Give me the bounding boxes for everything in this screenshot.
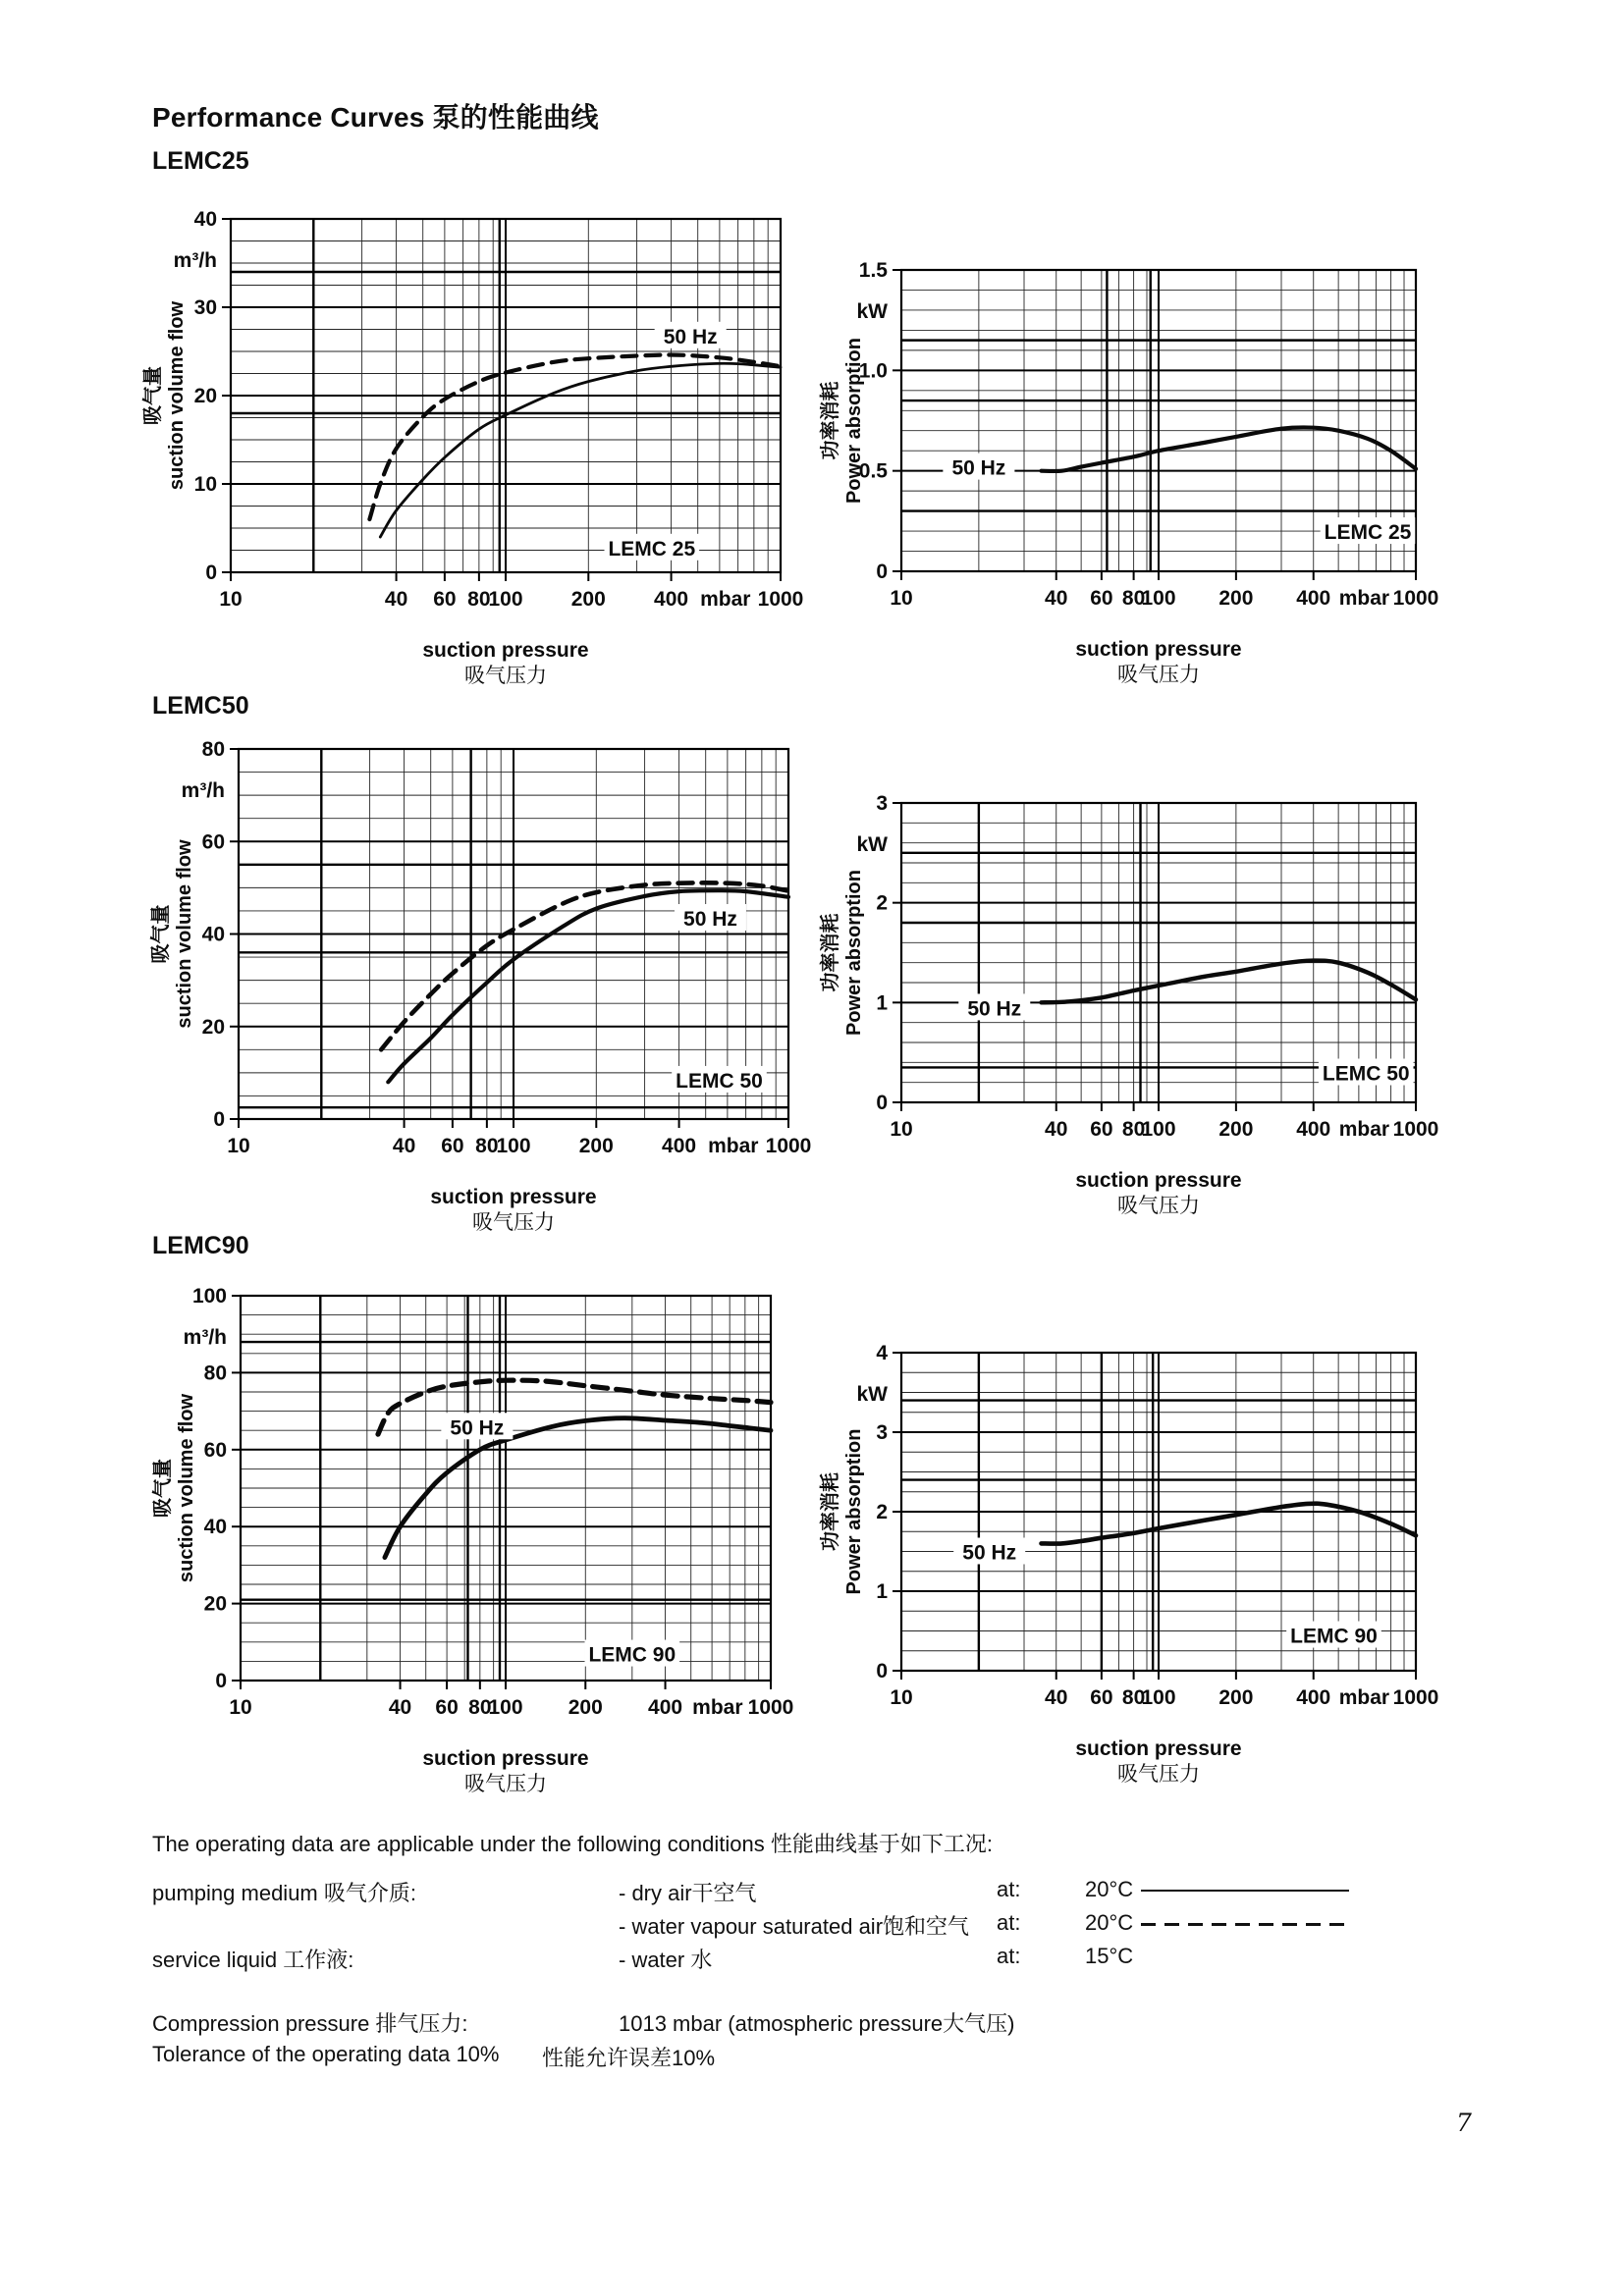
x-tick-label: 40 (384, 588, 408, 611)
x-tick-label: 1000 (747, 1696, 794, 1719)
y-tick-label: 1 (876, 991, 888, 1015)
x-tick-label: 80 (1121, 1686, 1146, 1709)
x-axis-title-zh: 吸气压力 (1117, 1763, 1200, 1786)
y-axis-title-en: suction volume flow (174, 839, 195, 1029)
x-axis-title-en: suction pressure (430, 1186, 597, 1208)
curve-frequency-label: 50 Hz (683, 908, 737, 932)
x-axis-title-zh: 吸气压力 (472, 1211, 555, 1234)
x-axis-title-zh: 吸气压力 (464, 665, 547, 687)
section-heading-lemc90: LEMC90 (152, 1232, 249, 1259)
condition-row-medium: - water 水 (619, 1948, 713, 1972)
x-tick-label: 60 (1090, 1118, 1113, 1141)
model-label: LEMC 90 (1290, 1625, 1378, 1648)
y-axis-title (140, 300, 188, 490)
y-axis-title-zh: 吸气量 (150, 904, 172, 964)
y-axis-unit: m³/h (173, 249, 217, 272)
x-tick-label: 100 (488, 588, 523, 611)
x-tick-label: 100 (1141, 1118, 1176, 1141)
tolerance-label-en: Tolerance of the operating data 10% (152, 2042, 500, 2066)
x-tick-label: 400 (1296, 587, 1331, 610)
lemc50-flow-chart (119, 722, 818, 1234)
curve-frequency-label: 50 Hz (967, 997, 1022, 1021)
x-axis-unit: mbar (700, 588, 751, 611)
condition-row-temp: 20°C (1085, 1877, 1134, 1901)
x-tick-label: 60 (1090, 587, 1113, 610)
condition-row-label: service liquid 工作液: (152, 1948, 354, 1972)
y-axis-unit: kW (856, 833, 888, 856)
model-label: LEMC 50 (676, 1069, 763, 1093)
lemc90-power-chart (782, 1326, 1445, 1786)
lemc25-flow-saturated-air-curve (369, 355, 781, 519)
x-tick-label: 1000 (1392, 1686, 1439, 1709)
x-axis-unit: mbar (1338, 587, 1390, 610)
y-axis-title-en: Power absorption (843, 1428, 865, 1595)
x-tick-label: 60 (1090, 1686, 1113, 1709)
y-tick-label: 2 (876, 1501, 888, 1523)
x-tick-label: 40 (1045, 1118, 1068, 1141)
y-tick-label: 0.5 (858, 459, 888, 483)
y-tick-label: 0 (876, 1092, 888, 1114)
x-axis-title-zh: 吸气压力 (464, 1773, 547, 1795)
lemc25-power-dry-air-curve (1042, 427, 1417, 471)
tolerance-label-zh: 性能允许误差10% (542, 2046, 716, 2070)
grid (232, 1296, 771, 1689)
lemc90-flow-chart (121, 1269, 800, 1795)
compression-pressure-value: 1013 mbar (atmospheric pressure大气压) (619, 2011, 1015, 2036)
y-tick-label: 80 (203, 1362, 227, 1385)
y-tick-label: 20 (201, 1015, 225, 1039)
saturated-air-curve-swatch (1141, 1923, 1349, 1926)
y-tick-label: 40 (201, 923, 225, 946)
conditions-heading: The operating data are applicable under the following conditions 性能曲线基于如下工况: (152, 1832, 993, 1856)
page-title: Performance Curves 泵的性能曲线 (152, 102, 599, 133)
y-tick-label: 0 (876, 1660, 888, 1682)
x-tick-label: 1000 (757, 588, 804, 611)
condition-row-at: at: (997, 1910, 1021, 1935)
x-tick-label: 100 (488, 1696, 523, 1719)
x-tick-label: 10 (227, 1135, 250, 1157)
lemc50-power-chart (782, 776, 1445, 1217)
dry-air-curve-swatch (1141, 1890, 1349, 1892)
curve-frequency-label: 50 Hz (962, 1541, 1017, 1565)
y-tick-label: 1.0 (858, 359, 888, 383)
x-tick-label: 80 (1121, 587, 1146, 610)
y-axis-title-en: suction volume flow (166, 300, 188, 491)
x-axis-unit: mbar (1338, 1686, 1390, 1709)
y-tick-label: 40 (193, 208, 217, 231)
x-tick-label: 40 (388, 1696, 412, 1719)
x-tick-label: 10 (890, 1118, 913, 1141)
x-tick-label: 10 (890, 587, 913, 610)
model-label: LEMC 90 (588, 1643, 677, 1667)
lemc25-flow-dry-air-curve (380, 363, 781, 537)
condition-row-at: at: (997, 1877, 1021, 1901)
x-tick-label: 200 (1218, 587, 1254, 610)
x-tick-label: 400 (648, 1696, 683, 1719)
y-tick-label: 3 (876, 1421, 888, 1444)
y-tick-label: 0 (205, 561, 217, 584)
x-tick-label: 1000 (765, 1135, 812, 1157)
x-tick-label: 40 (392, 1135, 416, 1157)
page-number: 7 (1456, 2109, 1472, 2137)
y-axis-title (150, 1393, 197, 1582)
curve-frequency-label: 50 Hz (663, 325, 718, 348)
condition-row-temp: 15°C (1085, 1944, 1134, 1968)
y-axis-title-en: Power absorption (843, 870, 865, 1036)
condition-row-label: pumping medium 吸气介质: (152, 1881, 416, 1905)
condition-row-at: at: (997, 1944, 1021, 1968)
x-axis-title-zh: 吸气压力 (1117, 664, 1200, 686)
y-axis-title-zh: 吸气量 (142, 366, 164, 425)
condition-row-temp: 20°C (1085, 1910, 1134, 1935)
y-axis-title (818, 1429, 865, 1595)
x-tick-label: 40 (1045, 587, 1068, 610)
condition-row-medium: - water vapour saturated air饱和空气 (619, 1914, 970, 1939)
x-tick-label: 80 (467, 588, 491, 611)
curve-frequency-label: 50 Hz (450, 1416, 505, 1440)
y-axis-title (818, 870, 865, 1036)
y-axis-unit: kW (856, 300, 888, 323)
y-axis-title-zh: 吸气量 (152, 1459, 174, 1518)
x-tick-label: 400 (1296, 1118, 1331, 1141)
x-tick-label: 80 (475, 1135, 499, 1157)
x-tick-label: 40 (1045, 1686, 1068, 1709)
x-axis-unit: mbar (692, 1696, 743, 1719)
y-axis-unit: kW (856, 1383, 888, 1406)
x-axis-title-zh: 吸气压力 (1117, 1195, 1200, 1217)
y-axis-title-zh: 功率消耗 (820, 1472, 841, 1551)
x-axis-unit: mbar (708, 1135, 759, 1157)
y-axis-unit: m³/h (181, 779, 225, 802)
y-tick-label: 20 (203, 1592, 227, 1616)
y-tick-label: 30 (193, 296, 217, 319)
section-heading-lemc25: LEMC25 (152, 147, 249, 175)
y-axis-title-zh: 功率消耗 (820, 381, 841, 460)
y-tick-label: 10 (193, 473, 217, 496)
lemc90-power-dry-air-curve (1042, 1504, 1417, 1544)
y-tick-label: 0 (213, 1108, 225, 1131)
x-axis-title-en: suction pressure (422, 639, 589, 662)
y-tick-label: 100 (191, 1285, 227, 1308)
y-axis-title-zh: 功率消耗 (820, 913, 841, 992)
x-tick-label: 400 (662, 1135, 697, 1157)
curve-frequency-label: 50 Hz (951, 456, 1006, 480)
y-tick-label: 60 (201, 830, 225, 854)
x-axis-title-en: suction pressure (1075, 638, 1242, 661)
lemc25-power-chart (782, 243, 1445, 686)
y-tick-label: 0 (876, 561, 888, 583)
x-axis-unit: mbar (1338, 1118, 1390, 1141)
x-tick-label: 100 (1141, 587, 1176, 610)
x-axis-title-en: suction pressure (422, 1747, 589, 1770)
y-tick-label: 20 (193, 385, 217, 407)
y-tick-label: 0 (215, 1670, 227, 1692)
x-tick-label: 200 (578, 1135, 614, 1157)
y-tick-label: 60 (203, 1438, 227, 1462)
x-tick-label: 100 (1141, 1686, 1176, 1709)
x-tick-label: 10 (229, 1696, 252, 1719)
x-tick-label: 80 (1121, 1118, 1146, 1141)
y-axis-title (148, 839, 195, 1029)
y-axis-title-en: Power absorption (843, 338, 865, 504)
y-tick-label: 3 (876, 792, 888, 815)
x-tick-label: 80 (468, 1696, 492, 1719)
x-tick-label: 10 (219, 588, 243, 611)
x-tick-label: 100 (496, 1135, 531, 1157)
grid (222, 219, 781, 581)
y-tick-label: 80 (201, 738, 225, 761)
x-tick-label: 200 (1218, 1118, 1254, 1141)
model-label: LEMC 25 (608, 537, 696, 561)
x-tick-label: 60 (433, 588, 457, 611)
lemc25-flow-chart (111, 192, 810, 687)
y-tick-label: 4 (876, 1342, 888, 1364)
lemc50-power-dry-air-curve (1042, 961, 1417, 1003)
x-tick-label: 1000 (1392, 1118, 1439, 1141)
x-tick-label: 400 (1296, 1686, 1331, 1709)
y-tick-label: 40 (203, 1516, 227, 1539)
model-label: LEMC 50 (1322, 1062, 1410, 1086)
x-tick-label: 200 (1218, 1686, 1254, 1709)
y-axis-title (818, 338, 865, 504)
model-label: LEMC 25 (1324, 521, 1412, 545)
x-tick-label: 200 (568, 1696, 603, 1719)
y-axis-unit: m³/h (183, 1326, 227, 1349)
condition-row-medium: - dry air干空气 (619, 1881, 757, 1905)
x-tick-label: 200 (570, 588, 606, 611)
x-axis-title-en: suction pressure (1075, 1169, 1242, 1192)
x-tick-label: 10 (890, 1686, 913, 1709)
x-tick-label: 60 (435, 1696, 459, 1719)
x-tick-label: 1000 (1392, 587, 1439, 610)
y-tick-label: 1.5 (858, 259, 888, 282)
section-heading-lemc50: LEMC50 (152, 692, 249, 720)
y-tick-label: 1 (876, 1580, 888, 1603)
y-tick-label: 2 (876, 891, 888, 915)
compression-pressure-label: Compression pressure 排气压力: (152, 2011, 468, 2036)
y-axis-title-en: suction volume flow (176, 1393, 197, 1583)
x-tick-label: 400 (654, 588, 689, 611)
x-tick-label: 60 (441, 1135, 464, 1157)
x-axis-title-en: suction pressure (1075, 1737, 1242, 1760)
